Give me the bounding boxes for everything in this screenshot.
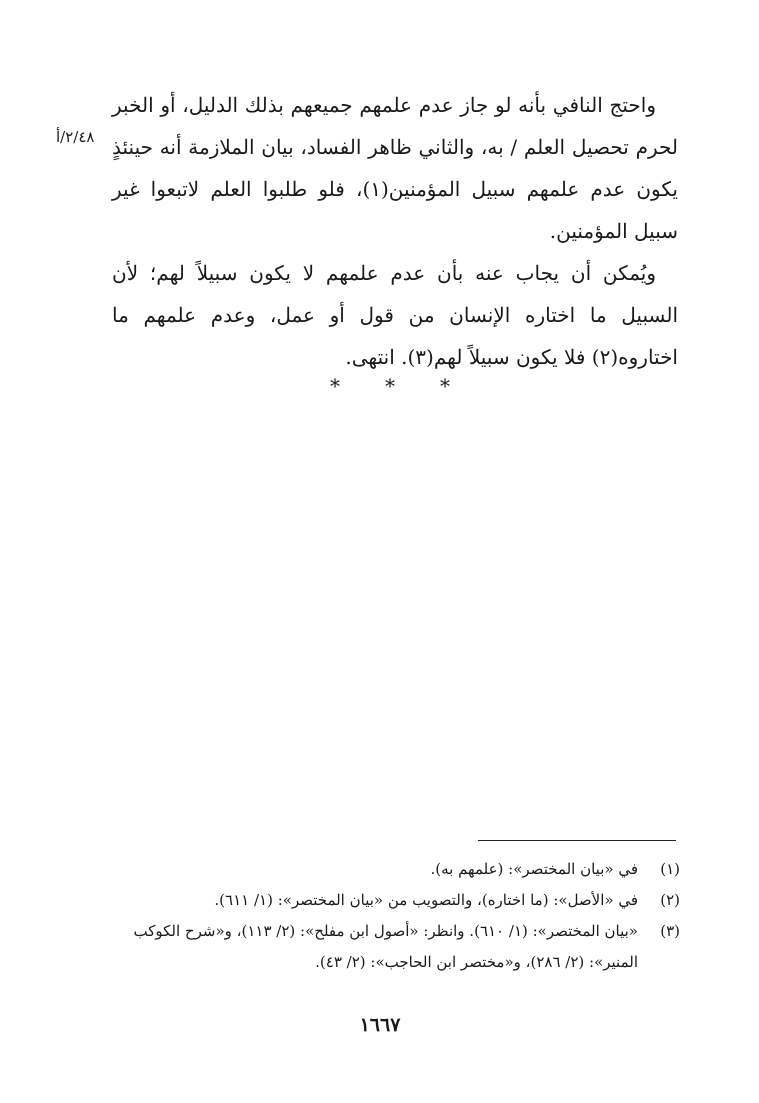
separator-star-icon: *	[385, 374, 395, 398]
footnote-number: (١)	[660, 860, 680, 878]
footnote-1	[110, 854, 680, 885]
main-text-block	[112, 84, 678, 378]
separator-star-icon: *	[330, 374, 340, 398]
paragraph-1: واحتج النافي بأنه لو جاز عدم علمهم جميعهم بذلك الدليل، أو الخبر لحرم تحصيل العلم / به، والثاني ظاهر الفساد، بيان الملازمة أنه حينئذٍ يكون عدم علمهم سبيل المؤمنين(١)، فلو طلبوا العلم لاتبعوا غير سبيل المؤمنين.	[112, 93, 678, 243]
footnotes-block	[110, 854, 680, 978]
footnote-text: في «الأصل»: (ما اختاره)، والتصويب من «بيان المختصر»: (١/ ٦١١).	[214, 891, 638, 909]
separator-star-icon: *	[440, 374, 450, 398]
footnote-3	[110, 916, 680, 978]
footnote-divider	[478, 840, 676, 841]
footnote-text: «بيان المختصر»: (١/ ٦١٠). وانظر: «أصول ابن مفلح»: (٢/ ١١٣)، و«شرح الكوكب المنير»: (٢/ ٢٨٦)، و«مختصر ابن الحاجب»: (٢/ ٤٣).	[133, 922, 638, 971]
footnote-2	[110, 885, 680, 916]
footnote-text: في «بيان المختصر»: (علمهم به).	[430, 860, 638, 878]
margin-manuscript-reference: ٢/٤٨/أ	[56, 128, 95, 146]
page-number: ١٦٦٧	[359, 1014, 401, 1036]
footnote-number: (٢)	[660, 891, 680, 909]
paragraph-2: ويُمكن أن يجاب عنه بأن عدم علمهم لا يكون سبيلاً لهم؛ لأن السبيل ما اختاره الإنسان من قول أو عمل، وعدم علمهم ما اختاروه(٢) فلا يكون سبيلاً لهم(٣). انتهى.	[112, 261, 678, 369]
footnote-number: (٣)	[660, 922, 680, 940]
section-separator	[330, 372, 450, 400]
